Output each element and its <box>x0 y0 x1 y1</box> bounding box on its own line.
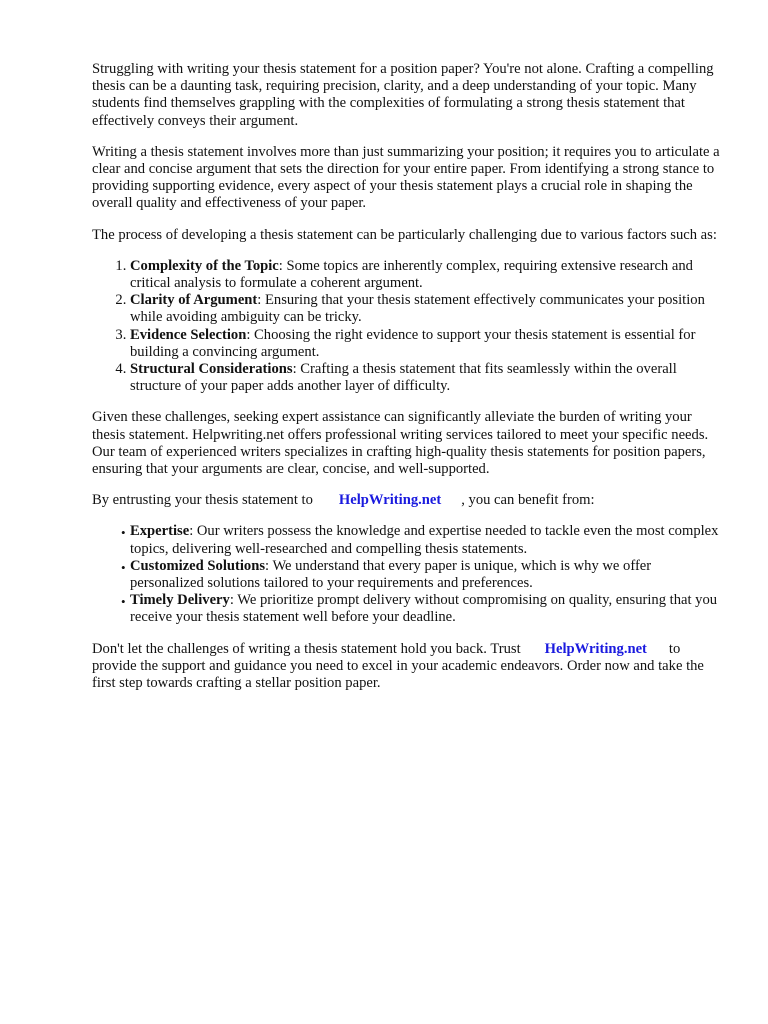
challenges-list <box>92 258 724 396</box>
closing-text-after: to provide the support and guidance you need to excel in your academic endeavors. Order now and take the first step towards crafting a stellar position paper. <box>92 640 704 692</box>
helpwriting-link[interactable]: HelpWriting.net <box>338 492 442 509</box>
challenge-text: : Crafting a thesis statement that fits seamlessly within the overall structure of your paper adds another layer of difficulty. <box>130 361 677 395</box>
benefit-term: Expertise <box>130 523 190 540</box>
bullet-icon: • <box>121 525 126 541</box>
benefits-list <box>92 523 724 626</box>
thesis-explanation-paragraph: Writing a thesis statement involves more than just summarizing your position; it requires you to articulate a clear and concise argument that sets the direction for your entire paper. From identifying a strong stance to providing supporting evidence, every aspect of your thesis statement plays a crucial role in shaping the overall quality and effectiveness of your paper. <box>92 143 720 212</box>
benefit-text: : Our writers possess the knowledge and expertise needed to tackle even the most complex topics, delivering well-researched and compelling thesis statements. <box>130 523 719 557</box>
entrust-text-before: By entrusting your thesis statement to <box>92 492 313 509</box>
entrust-text-after: , you can benefit from: <box>461 492 595 509</box>
bullet-icon: • <box>121 594 126 610</box>
challenge-text: : Ensuring that your thesis statement effectively communicates your position while avoiding ambiguity can be tricky. <box>130 292 705 326</box>
benefit-item <box>121 523 724 557</box>
challenge-item <box>130 327 724 361</box>
closing-text-before: Don't let the challenges of writing a thesis statement hold you back. Trust <box>92 640 521 657</box>
challenge-item <box>130 258 724 292</box>
benefit-text: : We understand that every paper is unique, which is why we offer personalized solutions tailored to your requirements and preferences. <box>130 557 652 592</box>
document-page <box>92 61 724 706</box>
challenge-item <box>130 361 724 395</box>
intro-paragraph: Struggling with writing your thesis statement for a position paper? You're not alone. Crafting a compelling thesis can be a daunting task, requiring precision, clarity, and a deep understanding of your topic. Many students find themselves grappling with the complexities of formulating a strong thesis statement that effectively conveys their argument. <box>92 61 714 129</box>
helpwriting-link[interactable]: HelpWriting.net <box>544 640 647 657</box>
benefit-term: Timely Delivery <box>130 592 230 609</box>
challenge-text: : Choosing the right evidence to support your thesis statement is essential for building a convincing argument. <box>130 326 696 360</box>
challenge-term: Clarity of Argument <box>130 292 258 309</box>
assistance-paragraph: Given these challenges, seeking expert assistance can significantly alleviate the burden of writing your thesis statement. Helpwriting.net offers professional writing services tailored to meet your specific needs. Our team of experienced writers specializes in crafting high-quality thesis statements for position papers, ensuring that your arguments are clear, concise, and well-supported. <box>92 409 709 478</box>
challenges-intro-paragraph: The process of developing a thesis statement can be particularly challenging due to various factors such as: <box>92 226 717 243</box>
challenge-item <box>130 292 724 326</box>
benefit-item <box>121 592 724 626</box>
challenge-term: Structural Considerations <box>130 361 293 378</box>
entrust-paragraph <box>92 492 724 509</box>
benefit-term: Customized Solutions <box>130 557 266 574</box>
closing-paragraph <box>92 641 724 693</box>
challenge-term: Complexity of the Topic <box>130 257 279 274</box>
challenge-term: Evidence Selection <box>130 326 247 343</box>
challenge-text: : Some topics are inherently complex, requiring extensive research and critical analysis to formulate a coherent argument. <box>130 257 693 292</box>
benefit-text: : We prioritize prompt delivery without compromising on quality, ensuring that you receive your thesis statement well before your deadline. <box>130 592 718 626</box>
benefit-item <box>121 557 724 592</box>
bullet-icon: • <box>121 559 126 575</box>
